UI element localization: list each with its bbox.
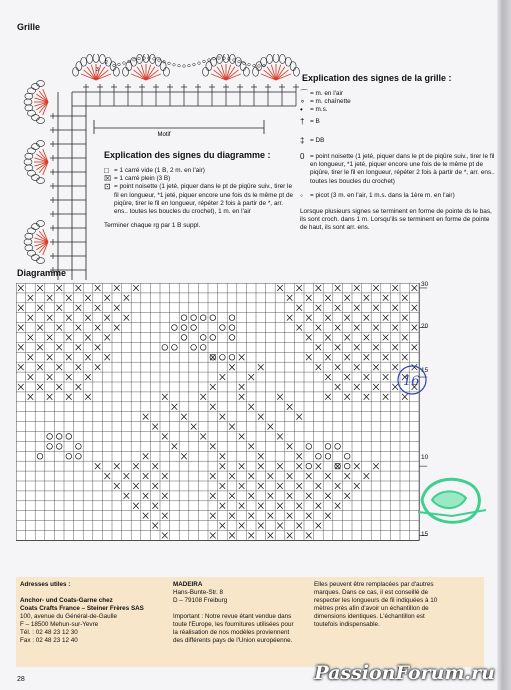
treble-crochet-icon: ‡ [300,135,305,145]
motif-label: Motif [157,132,171,138]
legend-grille-item: • = m.s. [300,105,328,115]
filet-diagram [16,283,436,553]
handwritten-mark [388,360,438,400]
double-crochet-icon: † [300,116,305,126]
addresses-col-2: MADEIRA Hans-Bunte-Str. 8 D – 79108 Freiburg Important : Notre revue étant vendue dans toute l'Europe, les fournitures utilisées pour la réalisation de nos modèles proviennent des différents pays de l'Union européenne. [173,581,294,644]
legend-grille-item: ◦ = picot (3 m. en l'air, 1 m.s. dans la 1ère m. en l'air) [300,190,455,200]
row-label-30: 30 [421,281,429,288]
row-label-20: 20 [421,323,429,330]
addresses-col-1: Adresses utiles : Anchor- und Coats-Garne chez Coats Crafts France – Steiner Frères SAS 100, avenue du Général-de-Gaulle F – 18500 Mehun-sur-Yevre Tél. : 02 48 23 12 30 Fax : 02 48 23 12 40 [20,581,144,644]
puff-stitch-icon: 0 [300,152,305,162]
addresses-box [16,577,484,667]
row-label-10: 10 [421,454,429,461]
legend-grille-title: Explication des signes de la grille : [302,73,452,83]
page-number: 28 [17,676,25,683]
diagram-title: Diagramme [17,268,67,278]
green-stamp-logo [412,470,492,530]
air-chain-icon: ⌒ [300,89,308,98]
page-spine-shadow [497,0,511,690]
chart-number-3: 3 [96,67,99,73]
legend-diagram [104,167,296,230]
legend-grille-item: † = B [300,116,320,126]
chart-number-2: 2 [105,60,108,66]
watermark: PassionForum.ru [314,662,495,684]
legend-grille [300,90,495,233]
legend-grille-item: ∘ = m. chaînette [300,97,351,107]
chain-stitch-icon: ∘ [300,97,306,107]
addresses-col-3: Elles peuvent être remplacées par d'autres marques. Dans ce cas, il est conseillé de respecter les longueurs de fil indiquées à 10 mètres près afin d'avoir un échantillon de dimensions identiques. L'échantillon est toutefois indispensable. [314,581,438,628]
row-label-15-bottom: 15 [421,531,429,538]
legend-diagram-title: Explication des signes du diagramme : [104,150,271,160]
legend-grille-item: 0 = point noisette (1 jeté, piquer dans le pt de piqûre suiv., tirer le fil en longueur, *1 jeté, piquer encore une fois de le même pt de piqûre, tirer le fil en longueur, répéter 2 fois à partir de *, arr. ens.. toutes les boucles du crochet) [300,152,495,185]
empty-square-icon: □ [104,166,109,175]
legend-diagram-item: ⊡ = point noisette (1 jeté, piquer dans le pt de piqûre suiv., tirer le fil en longueur, *1 jeté, piquer encore une fois ds le même pt de piqûre, tirer le fil en longueur, répéter 2 fois à partir de *, arr. ens.. toutes les boucles du crochet), 1 m. en l'air [104,182,294,216]
row-label-15-top: 15 [421,367,429,374]
legend-grille-item: ‡ = DB [300,135,325,145]
grille-title: Grille [17,22,41,32]
svg-text:16: 16 [403,374,420,389]
single-crochet-icon: • [300,105,303,115]
legend-diagram-note: Terminer chaque rg par 1 B suppl. [104,222,201,230]
legend-diagram-item: □ = 1 carré vide (1 B, 2 m. en l'air) [104,166,205,175]
filled-square-icon: ☒ [104,174,112,184]
legend-grille-note: Lorsque plusieurs signes se terminent en forme de pointe ds le bas, ils sont croch. dans 1 m. Lorsqu'ils se terminent en forme de pointe de haut, ils sont arr. ens. [300,208,492,232]
legend-diagram-item: ☒ = 1 carré plein (3 B) [104,174,171,184]
legend-grille-item: ⌒ = m. en l'air [300,89,344,98]
puff-square-icon: ⊡ [104,182,111,192]
picot-icon: ◦ [300,190,303,200]
